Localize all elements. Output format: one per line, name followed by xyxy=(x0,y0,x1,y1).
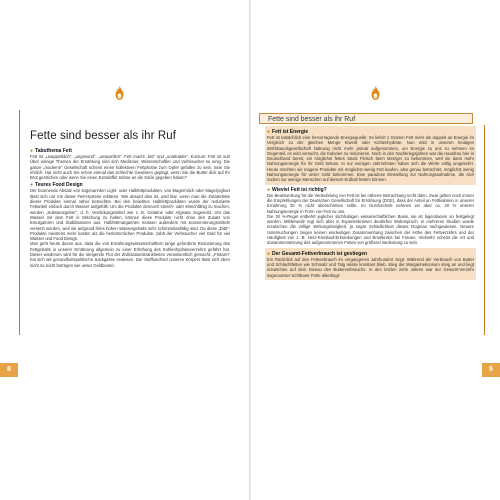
left-page xyxy=(0,0,249,500)
bullet-icon: ● xyxy=(267,250,271,257)
bullet-icon: ● xyxy=(267,186,271,193)
text-section xyxy=(30,148,230,180)
right-page xyxy=(251,0,500,500)
bullet-icon: ● xyxy=(30,182,34,189)
paragraph: Fett ist tatsächlich eine hervorragende Energiequelle: So liefert 1 Gramm Fett mehr als doppelt an Energie im Vergleich zu der gleichen Menge Eiweiß oder Kohlenhydrate. Nun wird in unseren heutigen Wohlstandsgesellschaft Nahrung nicht mehr primär aufgenommen, um Energie zu uns zu nehmen im Gegenteil, es wird versucht, die Kalorien zu reduzieren. Noch in den Nachkriegsjahren war die Hausfrau hier in Deutschland bereit, ein möglichst fettes Stück Fleisch beim Metzger zu bekommen, weil sie dann mehr Nahrungsenergie für ihr Geld bekam. In nur wenigen Jahrzehnten haben sich die Werte völlig umgekehrt. Heute möchten wir magere Produkte mit möglichst wenig Fett kaufen, also genau betrachtet, möglichst wenig Nahrungsenergie für unser Geld bekommen. Eine paradoxe Einstellung zur Nahrungsaufnahme, die sich zudem nur wenige Menschen auf diesem Erdball leisten können. xyxy=(267,135,474,183)
paragraph: Die Beantwortung für die Verteufelung von Fett ist bei näherer Betrachtung recht dünn. Zwar gelten noch immer die Empfehlungen der Deutschen Gesellschaft für Ernährung (DGE), dass der Anteil an Fettkalorien in unserer Ernährung 30 % nicht überschreiten sollte. Im Durchschnitt nehmen wir aber ca. 40 % unserer Nahrungsenergie in Form von Fett zu uns. xyxy=(267,192,474,214)
section-heading-text: Der Gesamt-Fettverbrauch ist gestiegen xyxy=(272,250,368,257)
flame-icon xyxy=(371,86,380,100)
section-heading-text: Tabuthema Fett xyxy=(35,148,72,154)
text-section xyxy=(265,248,476,280)
paragraph: Der boomende Absatz von sogenannten Light- oder Halbfettprodukten, von Magermilch oder Magerjoghurt lässt sich nur mit dieser Fett-Hysterie erklären. Wie absurd dies ist, wird klar, wenn man die Zutatenliste dieser Produkte einmal näher betrachtet. Bei den beliebten Halbfettprodukten wurde der reduzierte Fettanteil einfach durch Wasser aufgefüllt. Um die Produkte dennoch streich- oder streichfähig zu machen, werden „Substanzgeber“, d. h. Verdickungsmittel wie z. B. Gelatine oder Alginate zugesetzt. Um das Wasser mit dem Fett in Mischung zu halten, können diese Produkte nicht ohne den Zusatz von Emulgatoren und Stabilisatoren aus. Halbfettmargarinen müssen außerdem mit Konservierungsmitteln versetzt werden, weil sie aufgrund ihres hohen Wassergehalts sehr schimmelanfällig sind. Da diese „Diät“-Produkte meistens mehr kosten als die herkömmlichen Produkte, zahlt der Verbraucher viel Geld für viel Wasser und Food Design. xyxy=(30,188,230,242)
page-number: 8 xyxy=(0,363,18,377)
running-header: Fette sind besser als ihr Ruf xyxy=(259,113,473,124)
paragraph: Fett ist „unappetitlich“, „ungesund“, „unsportlich“. Fett macht „fett“ und „unattraktiv“. Kurzum: Fett ist out! Über wenige Themen der Ernährung sind sich Mediziner, Wissenschaftler und Verbraucher so einig. Die ganze „moderne“ Gesellschaft scheint einen kollektiven Fettphobie zum Opfer gefallen zu sein. Sein Sie ehrlich: Hat nicht auch Sie schon einmal das schlechte Gewissen geplagt, wenn Sie die Butter dick auf Ihr Brot gestrichen oder wenn Sie einen Extralöffel Sahne an die Soße gegeben haben? xyxy=(30,154,230,181)
flame-icon xyxy=(115,86,124,100)
section-heading-text: Fett ist Energie xyxy=(272,129,309,135)
text-section xyxy=(267,187,474,246)
section-heading-text: Wieviel Fett ist richtig? xyxy=(272,186,327,193)
margin-rule xyxy=(19,110,20,335)
text-section xyxy=(265,126,476,185)
page-number: 9 xyxy=(482,363,500,377)
page-title: Fette sind besser als ihr Ruf xyxy=(30,130,177,142)
right-content xyxy=(267,126,474,280)
paragraph: Die 30 %-Regel entbehrt jeglicher stichhaltigen wissenschaftlichen Basis, sie ist lagendwann so festgelegt worden. Mittlerweile regt sich aber in Expertenkreisen deutlicher Widerspruch. In mehreren Studien wurde inzwischen die völlige Wirkungslosigkeit, ja sogar Schädlichkeit dieses Dogmas nachgewiesen. Neuere Untersuchungen zeigen keinen eindeutigen Zusammenhang zwischen der Höhe des Fettverzehrs und der Häufigkeit von z. B. Herz-Kreislauf-Erkrankungen und Brustkrebs bei Frauen. Vielmehr scheint die Art und Zusammensetzung des aufgenommenen Fettes von größerer Bedeutung zu sein. xyxy=(267,213,474,246)
right-sections xyxy=(267,126,474,280)
bullet-icon: ● xyxy=(267,129,271,135)
text-section xyxy=(30,182,230,267)
bullet-icon: ● xyxy=(30,148,34,154)
margin-rule xyxy=(484,125,485,335)
paragraph: Ein Rückblick auf den Fettverbrauch im vergangenen Jahrhundert zeigt: Während der Verbrauch von Butter und Schlachtfetten wie Schmalz und Talg relativ konstant blieb, stieg der Margarinekonsum steig an und liegt inzwischen auf dem Niveau des Butterverbrauchs. In den letzten zehn Jahren war der Gesamt-Verzehr sogenannter sichtbarer Fette allerdings xyxy=(267,256,474,278)
left-sections xyxy=(30,148,230,268)
left-content xyxy=(30,120,230,268)
paragraph: Man geht heute davon aus, dass die von Ernährungswissenschaftlern lange geforderte Reduzierung des Fettgehalts in unserer Ernährung allgemein zu einer Erhöhung des Kohlenhydrateverzehrs geführt hat. Dieser wiederum wird für die steigende Flut der Zivilisationskrankheiten verantwortlich gemacht. „Fettarm“ hat sich als gesundheitspolitische Sackgasse erwiesen. Der Stoffwechsel unseres Körpers lässt sich eben nicht so leicht betrügen wie unser Geldbeutel. xyxy=(30,241,230,268)
section-heading-text: Teures Food Design xyxy=(35,182,83,189)
